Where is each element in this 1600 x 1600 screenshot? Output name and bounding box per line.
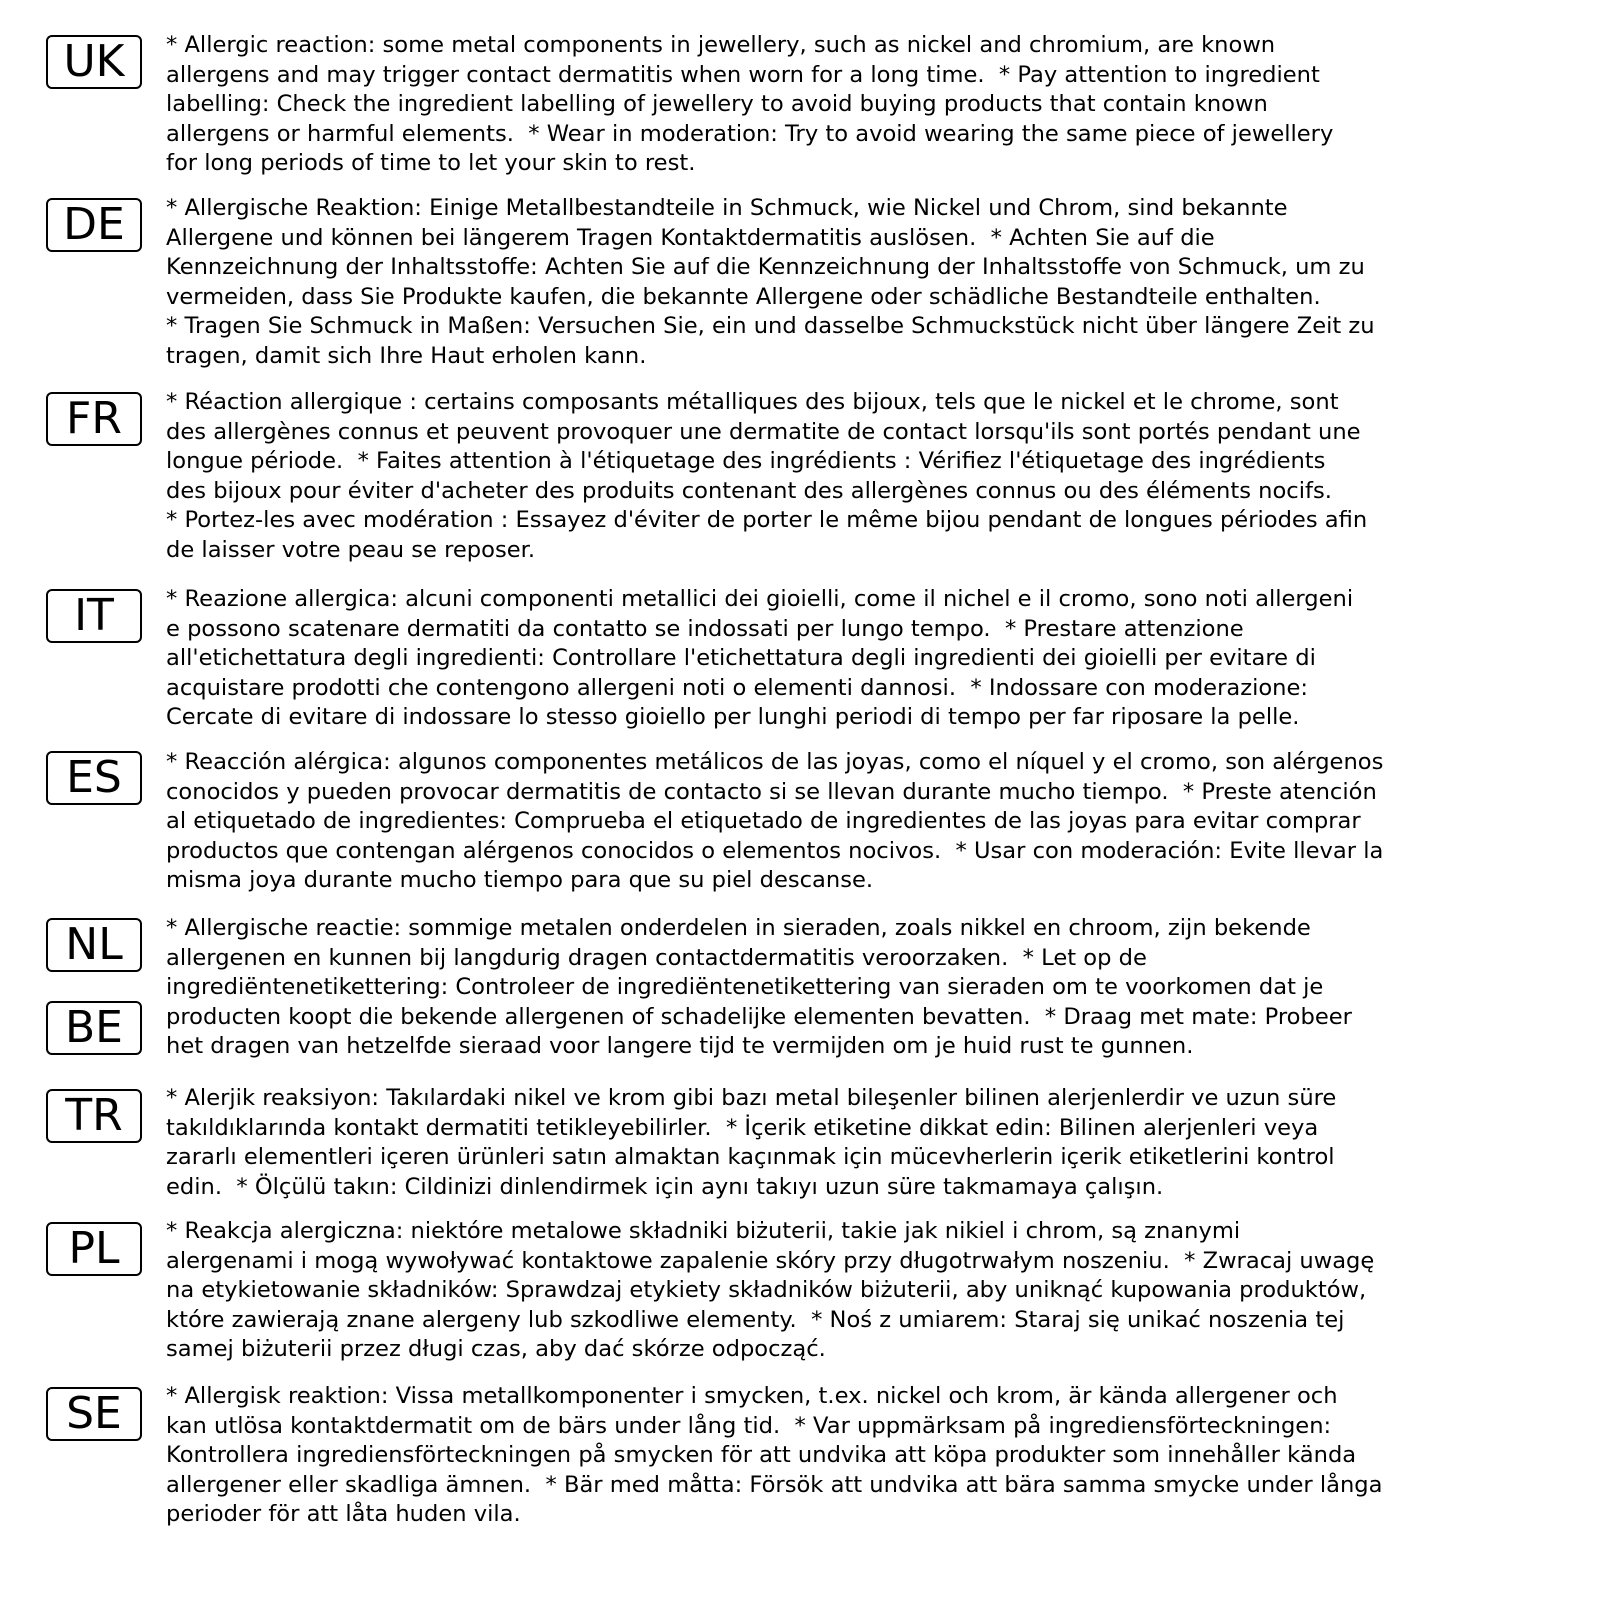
- country-badge-se: SE: [46, 1387, 142, 1441]
- country-badge-uk: UK: [46, 35, 142, 89]
- country-badge-nl: NL: [46, 918, 142, 972]
- country-badge-pl: PL: [46, 1222, 142, 1276]
- warning-text-pl: * Reakcja alergiczna: niektóre metalowe składniki biżuterii, takie jak nikiel i chrom, są znanymi alergenami i mogą wywoływać kontaktowe zapalenie skóry przy długotrwałym noszeniu. * Zwracaj uwagę na etykietowanie składników: Sprawdzaj etykiety składników biżuterii, aby uniknąć kupowania produktów, które zawierają znane alergeny lub szkodliwe elementy. * Noś z umiarem: Staraj się unikać noszenia tej samej biżuterii przez długi czas, aby dać skórze odpocząć.: [166, 1218, 1375, 1363]
- warning-text-se: * Allergisk reaktion: Vissa metallkomponenter i smycken, t.ex. nickel och krom, är kända allergener och kan utlösa kontaktdermatit om de bärs under lång tid. * Var uppmärksam på ingrediensförteckningen: Kontrollera ingrediensförteckningen på smycken för att undvika att köpa produkter som innehåller kända allergener eller skadliga ämnen. * Bär med måtta: Försök att undvika att bära samma smycke under långa perioder för att låta huden vila.: [166, 1383, 1383, 1528]
- warning-text-it: * Reazione allergica: alcuni componenti metallici dei gioielli, come il nichel e il cromo, sono noti allergeni e possono scatenare dermatiti da contatto se indossati per lungo tempo. * Prestare attenzione all'etichettatura degli ingredienti: Controllare l'etichettatura degli ingredienti dei gioielli per evitare di acquistare prodotti che contengono allergeni noti o elementi dannosi. * Indossare con moderazione: Cercate di evitare di indossare lo stesso gioiello per lunghi periodi di tempo per far riposare la pelle.: [166, 586, 1354, 731]
- warning-text-uk: * Allergic reaction: some metal components in jewellery, such as nickel and chromium, are known allergens and may trigger contact dermatitis when worn for a long time. * Pay attention to ingredient labelling: Check the ingredient labelling of jewellery to avoid buying products that contain known allergens or harmful elements. * Wear in moderation: Try to avoid wearing the same piece of jewellery for long periods of time to let your skin to rest.: [166, 32, 1334, 177]
- country-badge-fr: FR: [46, 392, 142, 446]
- warning-text-nl-be: * Allergische reactie: sommige metalen onderdelen in sieraden, zoals nikkel en chroom, zijn bekende allergenen en kunnen bij langdurig dragen contactdermatitis veroorzaken. * Let op de ingrediëntenetikettering: Controleer de ingrediëntenetikettering van sieraden om te voorkomen dat je producten koopt die bekende allergenen of schadelijke elementen bevatten. * Draag met mate: Probeer het dragen van hetzelfde sieraad voor langere tijd te vermijden om je huid rust te gunnen.: [166, 915, 1352, 1060]
- warning-text-fr: * Réaction allergique : certains composants métalliques des bijoux, tels que le nickel et le chrome, sont des allergènes connus et peuvent provoquer une dermatite de contact lorsqu'ils sont portés pendant une longue période. * Faites attention à l'étiquetage des ingrédients : Vérifiez l'étiquetage des ingrédients des bijoux pour éviter d'acheter des produits contenant des allergènes connus ou des éléments nocifs. * Portez-les avec modération : Essayez d'éviter de porter le même bijou pendant de longues périodes afin de laisser votre peau se reposer.: [166, 389, 1368, 563]
- warning-text-es: * Reacción alérgica: algunos componentes metálicos de las joyas, como el níquel y el cromo, son alérgenos conocidos y pueden provocar dermatitis de contacto si se llevan durante mucho tiempo. * Preste atención al etiquetado de ingredientes: Comprueba el etiquetado de ingredientes de las joyas para evitar comprar productos que contengan alérgenos conocidos o elementos nocivos. * Usar con moderación: Evite llevar la misma joya durante mucho tiempo para que su piel descanse.: [166, 749, 1384, 894]
- warning-text-de: * Allergische Reaktion: Einige Metallbestandteile in Schmuck, wie Nickel und Chrom, sind bekannte Allergene und können bei längerem Tragen Kontaktdermatitis auslösen. * Achten Sie auf die Kennzeichnung der Inhaltsstoffe: Achten Sie auf die Kennzeichnung der Inhaltsstoffe von Schmuck, um zu vermeiden, dass Sie Produkte kaufen, die bekannte Allergene oder schädliche Bestandteile enthalten. * Tragen Sie Schmuck in Maßen: Versuchen Sie, ein und dasselbe Schmuckstück nicht über längere Zeit zu tragen, damit sich Ihre Haut erholen kann.: [166, 195, 1375, 369]
- country-badge-it: IT: [46, 589, 142, 643]
- country-badge-tr: TR: [46, 1089, 142, 1143]
- country-badge-es: ES: [46, 751, 142, 805]
- warning-text-tr: * Alerjik reaksiyon: Takılardaki nikel ve krom gibi bazı metal bileşenler bilinen alerjenlerdir ve uzun süre takıldıklarında kontakt dermatiti tetikleyebilirler. * İçerik etiketine dikkat edin: Bilinen alerjenleri veya zararlı elementleri içeren ürünleri satın almaktan kaçınmak için mücevherlerin içerik etiketlerini kontrol edin. * Ölçülü takın: Cildinizi dinlendirmek için aynı takıyı uzun süre takmamaya çalışın.: [166, 1085, 1337, 1200]
- country-badge-de: DE: [46, 198, 142, 252]
- country-badge-be: BE: [46, 1001, 142, 1055]
